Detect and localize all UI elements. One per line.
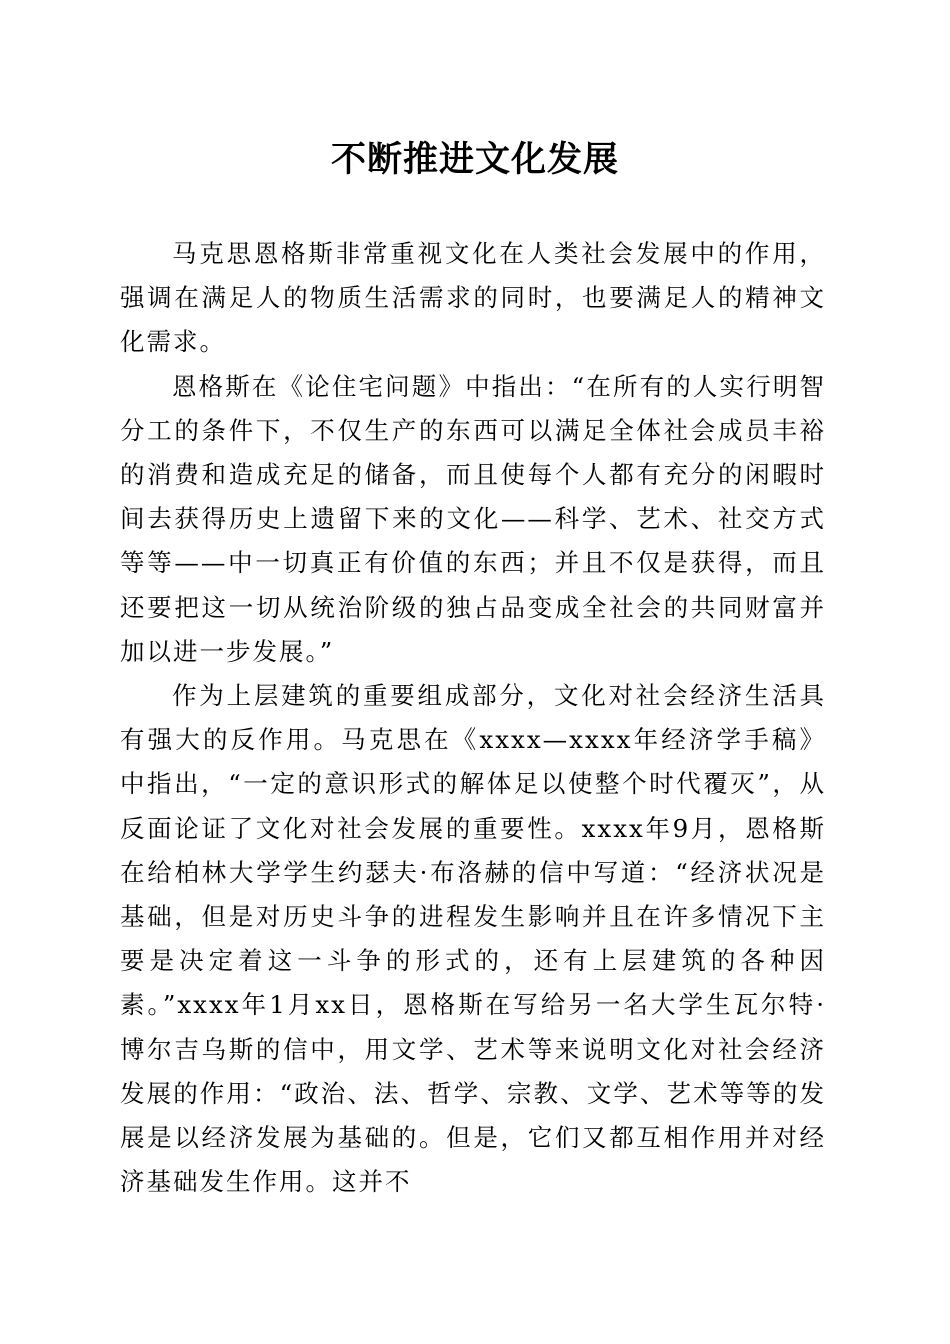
- paragraph-2: 恩格斯在《论住宅问题》中指出：“在所有的人实行明智分工的条件下，不仅生产的东西可以满足全体社会成员丰裕的消费和造成充足的储备，而且使每个人都有充分的闲暇时间去获得历史上遗留下来的文化——科学、艺术、社交方式等等——中一切真正有价值的东西；并且不仅是获得，而且还要把这一切从统治阶级的独占品变成全社会的共同财富并加以进一步发展。”: [120, 371, 826, 666]
- document-title: 不断推进文化发展: [330, 139, 619, 180]
- document-body: [120, 232, 826, 1204]
- paragraph-3: 作为上层建筑的重要组成部分，文化对社会经济生活具有强大的反作用。马克思在《xxxx—xxxx年经济学手稿》中指出，“一定的意识形式的解体足以使整个时代覆灭”，从反面论证了文化对社会发展的重要性。xxxx年9月，恩格斯在给柏林大学学生约瑟夫·布洛赫的信中写道：“经济状况是基础，但是对历史斗争的进程发生影响并且在许多情况下主要是决定着这一斗争的形式的，还有上层建筑的各种因素。”xxxx年1月xx日，恩格斯在写给另一名大学生瓦尔特·博尔吉乌斯的信中，用文学、艺术等来说明文化对社会经济发展的作用：“政治、法、哲学、宗教、文学、艺术等等的发展是以经济发展为基础的。但是，它们又都互相作用并对经济基础发生作用。这并不: [120, 681, 826, 1197]
- paragraph-1: 马克思恩格斯非常重视文化在人类社会发展中的作用，强调在满足人的物质生活需求的同时，也要满足人的精神文化需求。: [120, 239, 826, 357]
